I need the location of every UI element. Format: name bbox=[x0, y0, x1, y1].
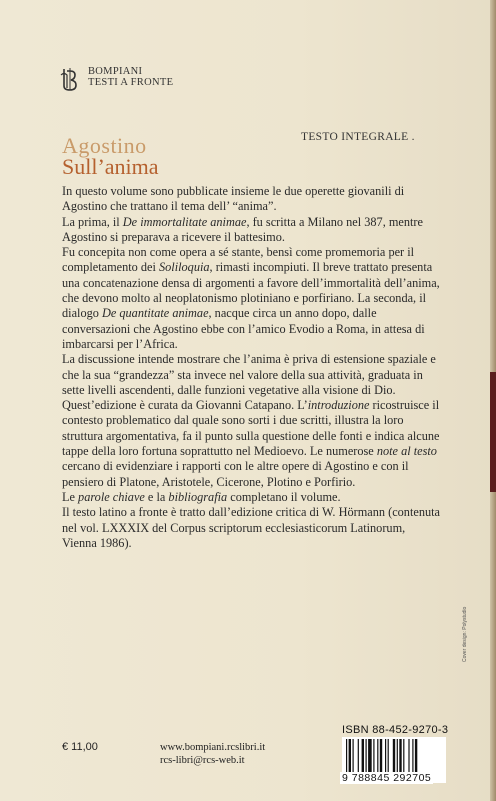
publisher-name bbox=[88, 66, 173, 88]
website-url: www.bompiani.rcslibri.it bbox=[160, 742, 266, 753]
edition-label: TESTO INTEGRALE . bbox=[301, 131, 415, 143]
spine-color-band bbox=[490, 372, 496, 492]
bompiani-logo-icon bbox=[60, 66, 80, 92]
blurb-paragraph-5: Quest’edizione è curata da Giovanni Catapano. L’introduzione ricostruisce il contesto problematico dal quale sono sorti i due scritti, illustra la loro struttura argomentativa, fa il punto sulla questione delle fonti e indica alcune tappe della loro fortuna soprattutto nel Medioevo. Le numerose note al testo cercano di evidenziare i rapporti con le altre opere di Agostino e con il pensiero di Platone, Aristotele, Cicerone, Plotino e Porfirio. bbox=[62, 398, 440, 489]
blurb-paragraph-6: Le parole chiave e la bibliografia completano il volume. bbox=[62, 489, 341, 504]
blurb-paragraph-3: Fu concepita non come opera a sé stante, bensì come promemoria per il completamento dei Soliloquia, rimasti incompiuti. Il breve trattato presenta una concatenazione densa di argomenti a favore dell’immortalità dell’anima, che devono molto al neoplatonismo plotiniano e porfiriano. La seconda, il dialogo De quantitate animae, nacque circa un anno dopo, dalle conversazioni che Agostino ebbe con l’amico Evodio a Roma, in attesa di imbarcarsi per l’Africa. bbox=[62, 245, 440, 351]
blurb-paragraph-7: Il testo latino a fronte è tratto dall’edizione critica di W. Hörmann (contenuta nel vol. LXXXIX del Corpus scriptorum ecclesiasticorum Latinorum, Vienna 1986). bbox=[62, 505, 440, 550]
publisher-contacts bbox=[160, 742, 265, 767]
blurb-paragraph-1: In questo volume sono pubblicate insieme le due operette giovanili di Agostino che trattano il tema dell’ “anima”. bbox=[62, 184, 405, 214]
blurb-paragraph-4: La discussione intende mostrare che l’anima è priva di estensione spaziale e che la sua “grandezza” sta invece nel valore della sua attività, graduata in sette livelli ascendenti, dalle funzioni vegetative alla visione di Dio. bbox=[62, 352, 436, 397]
contact-email: rcs-libri@rcs-web.it bbox=[160, 754, 245, 766]
barcode-digits: 9 788845 292705 bbox=[342, 772, 432, 784]
blurb-paragraph-2: La prima, il De immortalitate animae, fu scritta a Milano nel 387, mentre Agostino si preparava a ricevere il battesimo. bbox=[62, 214, 423, 244]
publisher-line2: TESTI A FRONTE bbox=[88, 77, 174, 88]
blurb-text bbox=[62, 184, 442, 551]
isbn-label: ISBN 88-452-9270-3 bbox=[342, 724, 449, 736]
price-label: € 11,00 bbox=[62, 741, 98, 753]
publisher-line1: BOMPIANI bbox=[88, 66, 143, 77]
author-name: Agostino bbox=[62, 133, 147, 158]
barcode-bars bbox=[346, 739, 442, 773]
book-title: Sull’anima bbox=[62, 154, 159, 179]
cover-design-credit: Cover design: Polystudio bbox=[462, 606, 468, 662]
